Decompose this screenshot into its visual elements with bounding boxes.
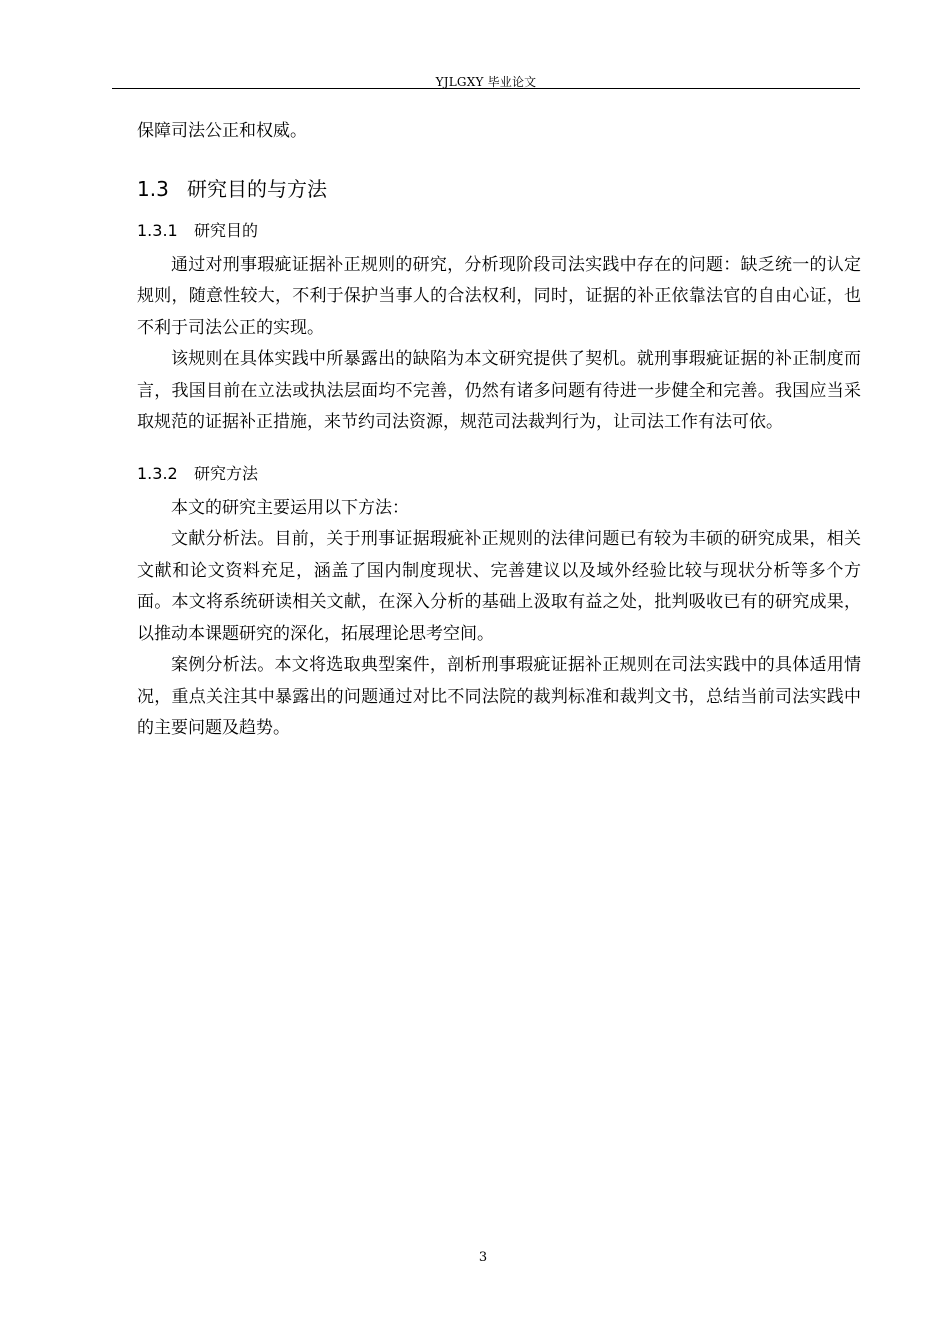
page-body — [137, 116, 861, 745]
continued-paragraph: 保障司法公正和权威。 — [137, 121, 307, 141]
subsection-heading-methods — [137, 461, 861, 487]
section-title: 研究目的与方法 — [187, 176, 327, 201]
paragraph: 通过对刑事瑕疵证据补正规则的研究，分析现阶段司法实践中存在的问题：缺乏统一的认定规则，随意性较大，不利于保护当事人的合法权利，同时，证据的补正依靠法官的自由心证，也不利于司法公正的实现。 — [137, 254, 861, 338]
header-divider — [112, 88, 860, 89]
running-header: YJLGXY 毕业论文 — [435, 75, 537, 89]
paragraph: 该规则在具体实践中所暴露出的缺陷为本文研究提供了契机。就刑事瑕疵证据的补正制度而言，我国目前在立法或执法层面均不完善，仍然有诸多问题有待进一步健全和完善。我国应当采取规范的证据补正措施，来节约司法资源，规范司法裁判行为，让司法工作有法可依。 — [137, 349, 861, 432]
paragraph: 文献分析法。目前，关于刑事证据瑕疵补正规则的法律问题已有较为丰硕的研究成果，相关文献和论文资料充足，涵盖了国内制度现状、完善建议以及域外经验比较与现状分析等多个方面。本文将系统研读相关文献，在深入分析的基础上汲取有益之处，批判吸收已有的研究成果，以推动本课题研究的深化，拓展理论思考空间。 — [137, 529, 861, 644]
section-number: 1.3 — [137, 176, 169, 201]
section-heading — [137, 174, 861, 204]
subsection-number: 1.3.2 — [137, 463, 178, 483]
paragraph: 本文的研究主要运用以下方法： — [171, 497, 409, 518]
subsection-title: 研究方法 — [194, 463, 259, 483]
page-number: 3 — [478, 1250, 488, 1265]
paragraph: 案例分析法。本文将选取典型案件，剖析刑事瑕疵证据补正规则在司法实践中的具体适用情况，重点关注其中暴露出的问题通过对比不同法院的裁判标准和裁判文书，总结当前司法实践中的主要问题及趋势。 — [137, 655, 861, 738]
subsection-heading-purpose — [137, 218, 861, 244]
subsection-number: 1.3.1 — [137, 220, 178, 240]
subsection-title: 研究目的 — [194, 220, 259, 240]
